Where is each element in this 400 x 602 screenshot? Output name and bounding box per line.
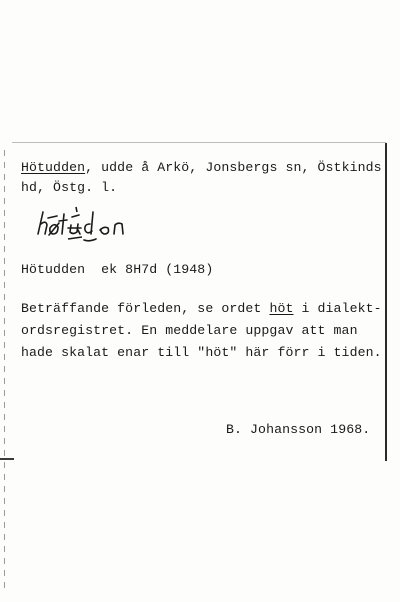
card-right-edge bbox=[385, 143, 387, 461]
handwritten-pronunciation bbox=[34, 204, 146, 246]
source-reference: Hötudden ek 8H7d (1948) bbox=[21, 262, 214, 277]
entry-location: , udde å Arkö, Jonsbergs sn, Östkinds bbox=[85, 160, 382, 175]
card-left-edge bbox=[4, 150, 5, 590]
signature: B. Johansson 1968. bbox=[226, 422, 371, 437]
note-line-2: ordsregistret. En meddelare uppgav att man bbox=[21, 323, 358, 338]
card-edge-mark bbox=[0, 458, 14, 460]
entry-line-1 bbox=[21, 160, 382, 176]
card-top-edge bbox=[12, 142, 386, 143]
headword: Hötudden bbox=[21, 160, 86, 175]
referenced-word: höt bbox=[269, 301, 294, 316]
note-line-3: hade skalat enar till "höt" här förr i tiden. bbox=[21, 345, 382, 360]
entry-line-2: hd, Östg. l. bbox=[21, 180, 118, 195]
note-line-1: Beträffande förleden, se ordet höt i dialekt- bbox=[21, 301, 382, 316]
